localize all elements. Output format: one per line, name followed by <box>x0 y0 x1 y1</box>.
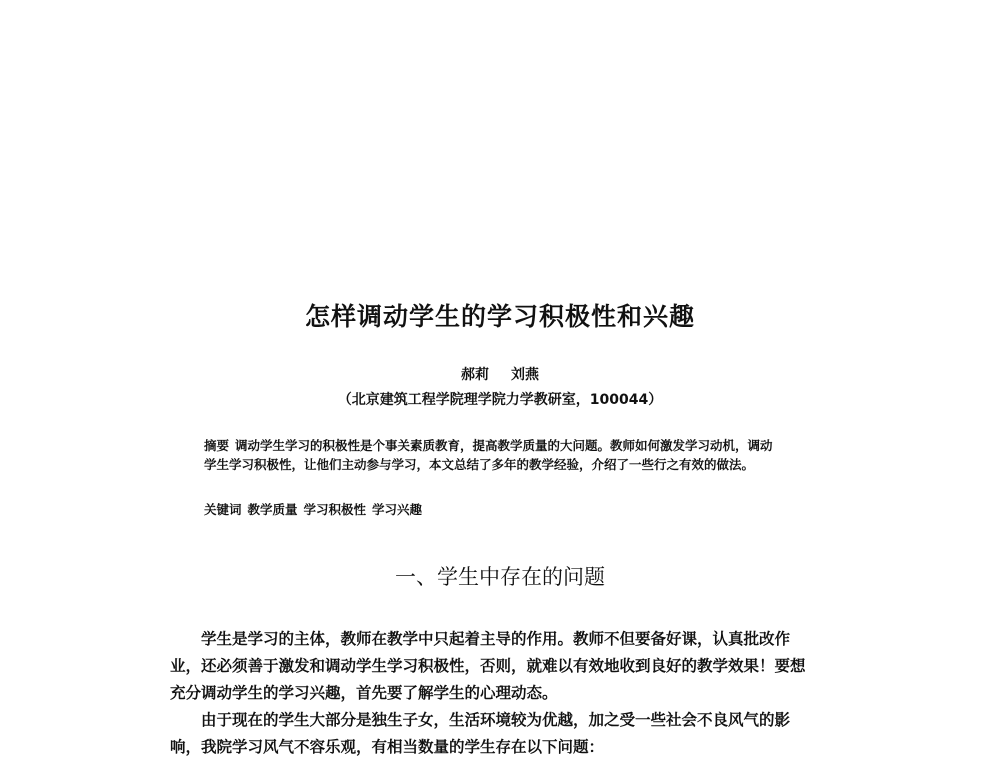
author-name: 郝莉 <box>461 367 489 383</box>
section-heading: 一、学生中存在的问题 <box>395 565 605 589</box>
abstract-text: 调动学生学习的积极性是个事关素质教育，提高教学质量的大问题。教师如何激发学习动机，调动学生学习积极性，让他们主动参与学习，本文总结了多年的教学经验，介绍了一些行之有效的做法。 <box>204 438 773 472</box>
author-affiliation: （北京建筑工程学院理学院力学教研室，100044） <box>337 392 663 408</box>
abstract-label: 摘要 <box>204 438 230 453</box>
author-name: 刘燕 <box>511 367 539 383</box>
paper-title: 怎样调动学生的学习积极性和兴趣 <box>304 302 695 331</box>
keywords-label: 关键词 <box>204 502 242 517</box>
body-paragraph: 学生是学习的主体，教师在教学中只起着主导的作用。教师不但要备好课，认真批改作业，还必须善于激发和调动学生学习积极性，否则，就难以有效地收到良好的教学效果！要想充分调动学生的学习兴趣，首先要了解学生的心理动态。 <box>170 630 806 702</box>
keyword: 学习积极性 <box>303 502 367 517</box>
author-list <box>0 364 1000 384</box>
keyword: 教学质量 <box>247 502 298 517</box>
keywords <box>204 500 784 518</box>
keyword: 学习兴趣 <box>372 502 423 517</box>
abstract <box>204 436 784 474</box>
body-paragraph: 由于现在的学生大部分是独生子女，生活环境较为优越，加之受一些社会不良风气的影响，我院学习风气不容乐观，有相当数量的学生存在以下问题： <box>170 711 791 756</box>
